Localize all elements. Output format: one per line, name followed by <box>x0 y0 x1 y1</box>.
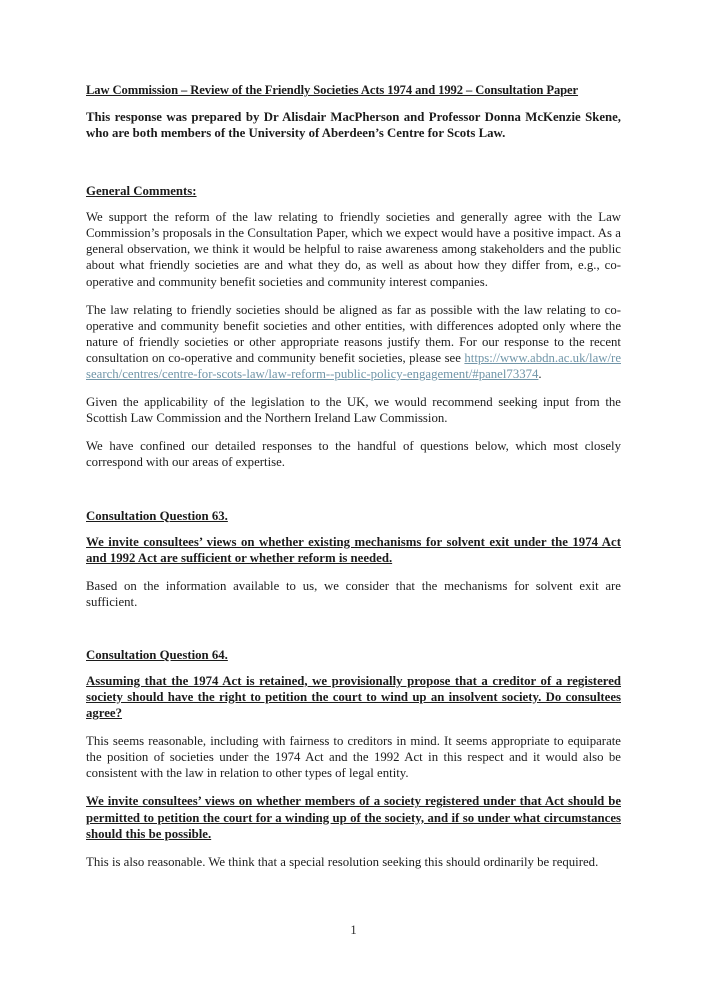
consultation-link[interactable]: https://www.abdn.ac.uk/law/research/centres/centre-for-scots-law/law-reform--public-policy-engagement/#panel73374 <box>86 350 621 382</box>
question-64-answer-2: This is also reasonable. We think that a special resolution seeking this should ordinarily be required. <box>86 854 599 869</box>
question-64-heading: Consultation Question 64. <box>86 647 228 662</box>
document-title: Law Commission – Review of the Friendly Societies Acts 1974 and 1992 – Consultation Paper <box>86 83 579 97</box>
question-63-text: We invite consultees’ views on whether existing mechanisms for solvent exit under the 1974 Act and 1992 Act are sufficient or whether reform is needed. <box>86 534 621 565</box>
paragraph-2-text-before: The law relating to friendly societies should be aligned as far as possible with the law relating to co-operative and community benefit societies and other entities, with differences adopted only where the nature of friendly societies or other appropriate reasons justify them. For our response to the recent consultation on co-operative and community benefit societies, please see <box>86 302 621 365</box>
document-intro: This response was prepared by Dr Alisdair MacPherson and Professor Donna McKenzie Skene, who are both members of the University of Aberdeen’s Centre for Scots Law. <box>86 110 621 141</box>
question-64-text-1: Assuming that the 1974 Act is retained, we provisionally propose that a creditor of a registered society should have the right to petition the court to wind up an insolvent society. Do consultees agree? <box>86 673 621 721</box>
general-comments-heading: General Comments: <box>86 184 197 199</box>
question-63-answer: Based on the information available to us, we consider that the mechanisms for solvent exit are sufficient. <box>86 578 621 609</box>
general-paragraph-1: We support the reform of the law relating to friendly societies and generally agree with the Law Commission’s proposals in the Consultation Paper, which we expect would have a positive impact. As a general observation, we think it would be helpful to raise awareness among stakeholders and the public about what friendly societies are and what they do, as well as about how they differ from, e.g., co-operative and community benefit societies and community interest companies. <box>86 210 621 289</box>
document-content <box>86 82 621 882</box>
page-number: 1 <box>350 923 357 937</box>
question-64-text-2: We invite consultees’ views on whether members of a society registered under that Act should be permitted to petition the court for a winding up of the society, and if so under what circumstances should this be possible. <box>86 794 621 841</box>
general-paragraph-2 <box>86 302 621 382</box>
question-63-heading: Consultation Question 63. <box>86 508 228 523</box>
general-paragraph-3: Given the applicability of the legislation to the UK, we would recommend seeking input from the Scottish Law Commission and the Northern Ireland Law Commission. <box>86 395 621 426</box>
paragraph-2-text-after: . <box>538 367 542 382</box>
general-paragraph-4: We have confined our detailed responses to the handful of questions below, which most closely correspond with our areas of expertise. <box>86 439 621 470</box>
question-64-answer-1: This seems reasonable, including with fairness to creditors in mind. It seems appropriate to equiparate the position of societies under the 1974 Act and the 1992 Act in this respect and it would also be consistent with the law in relation to other types of legal entity. <box>86 734 621 781</box>
